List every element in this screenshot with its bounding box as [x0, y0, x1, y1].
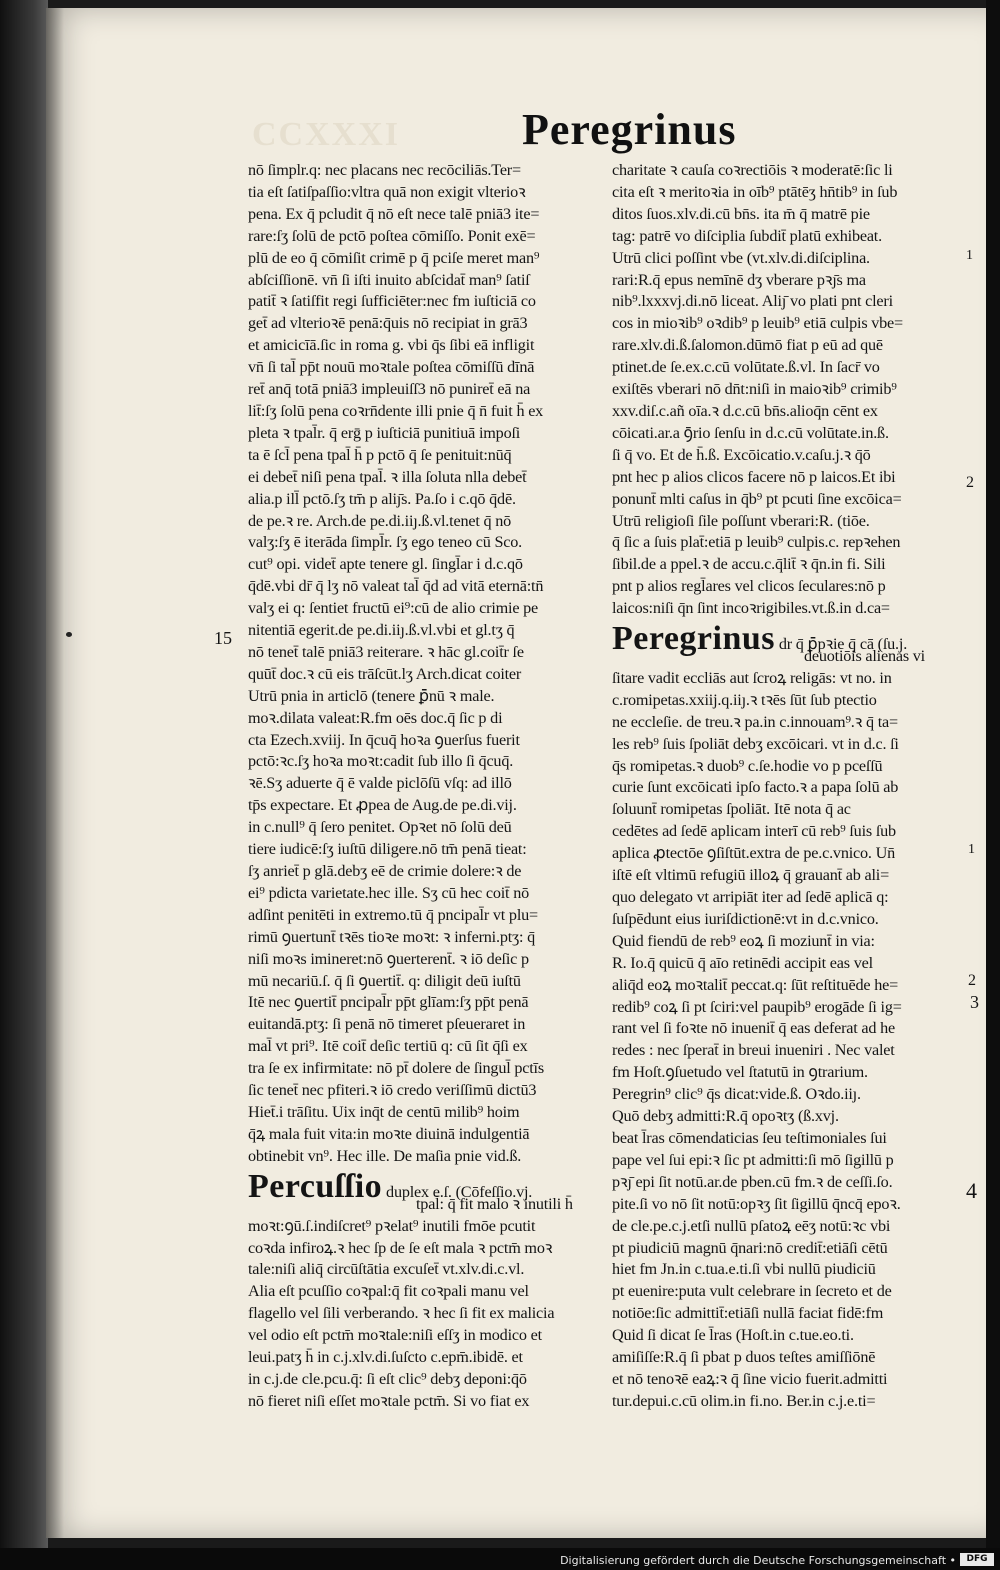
left-tail-line: Alia eſt pcuſſio coꝛpal:q̄ fit coꝛpali manu vel: [248, 1282, 529, 1301]
running-title: Peregrinus: [522, 105, 737, 154]
left-column: [248, 160, 593, 1413]
right-tail-line: pape vel ſui epi:ꝛ ſic pt admitti:ſi mō ſigillū p: [612, 1150, 894, 1169]
left-column-line: ta ē ſcl̄ pena tpal̄ h̄ p pctō q̄ ſe penituit:nūq̄: [248, 445, 512, 464]
right-column-line: cos in mioꝛib⁹ oꝛdib⁹ p leuib⁹ etiā culpis vbe=: [612, 314, 903, 333]
left-column-line: lit̄:ſʒ ſolū pena coꝛrn̄dente illi pnie q̄ n̄ fuit h̄ ex: [248, 401, 544, 420]
right-tail-line: q̄s romipetas.ꝛ duob⁹ c.ſe.hodie vo p pceſſū: [612, 756, 883, 775]
headword-percussio: Percuſſio: [248, 1169, 383, 1204]
dfg-logo: DFG: [960, 1553, 994, 1566]
right-tail-line: pꝛȷ̄ epi ſit notū.ar.de pben.cū fm.ꝛ de ceſſi.ſo.: [612, 1172, 893, 1191]
right-tail-line: les reb⁹ ſuis ſpoliāt debʒ excōicari. vt in d.c. ſi: [612, 734, 899, 753]
headword-rest-2: deuotiōis alienas vi: [804, 647, 925, 666]
left-column-line: et amicicīā.ſic in roma g. vbi q̄s ſibi eā infligit: [248, 336, 535, 355]
right-column-line: tag: patrē vo diſciplia ſubdit̄ platū exhibeat.: [612, 226, 882, 245]
right-column-line: rare.xlv.di.ß.ſalomon.dūmō fiat p eū ad quē: [612, 336, 883, 355]
left-tail-line: flagello vel ſili verberando. ꝛ hec ſi fit ex malicia: [248, 1304, 555, 1323]
right-column-tail: [612, 668, 957, 1413]
right-tail-line: Quid ſi dicat ſe l̄ras (Hoſt.in c.tue.eo.ti.: [612, 1326, 854, 1345]
right-tail-line: Quō debʒ admitti:R.q̄ opoꝛtʒ (ß.xvj.: [612, 1107, 839, 1126]
right-tail-line: redes : nec ſperat̄ in breui inueniri . Nec valet: [612, 1041, 895, 1060]
right-tail-line: rant vel ſi foꝛte nō inuenit̄ q̄ eas deferat ad he: [612, 1019, 896, 1038]
headword-rest-2: tpal̄: q̄ fit malo ꝛ inutili h̄: [416, 1194, 573, 1213]
right-tail-line: R. Io.q̄ quicū q̄ aīo retinēdi accipit eas vel: [612, 953, 873, 972]
right-tail-line: et nō tenoꝛē eaꝝ:ꝛ q̄ ſine vicio fuerit.admitti: [612, 1369, 888, 1388]
funding-credit: Digitalisierung gefördert durch die Deutsche Forschungsgemeinschaft •: [560, 1554, 956, 1567]
right-mid-line: pnt p alios regl̄ares vel clicos ſeculares:nō p: [612, 577, 886, 596]
left-column-line: get̄ ad vlterioꝛē penā:q̄uis nō recipiat in grā3: [248, 314, 528, 333]
left-column-line: niſi moꝛs imineret:nō ꝯuerterent̄. ꝛ iō deſic p: [248, 949, 529, 968]
left-column-line: pena. Ex q̄ pcludit q̄ nō eſt nece talē pniā3 ite=: [248, 204, 540, 223]
gutter-shadow: [46, 8, 64, 1538]
left-column-line: plū de eo q̄ cōmiſit crimē p q̄ pciſe meret man⁹: [248, 248, 540, 267]
margin-number-1b: 1: [968, 842, 975, 857]
right-tail-line: beat l̄ras cōmendaticias ſeu teſtimoniales ſui: [612, 1128, 887, 1147]
headword-rest-1: duplex e.ſ. (Cōfeſſio.vj.: [386, 1182, 533, 1201]
right-column-mid: [612, 511, 957, 621]
left-column-line: ꝛē.Sʒ aduerte q̄ ē valde piclōſū vſq: ad illō: [248, 774, 512, 793]
right-tail-line: aplica ꝓtectōe ꝯſiſtūt.extra de pe.c.vnico. Un̄: [612, 844, 895, 863]
right-column-line: exiſtēs vberari nō dn̄t:niſi in maioꝛib⁹ crimib⁹: [612, 380, 897, 399]
left-column-line: quūt̄ doc.ꝛ cū eis trāſcūt.lʒ Arch.dicat coiter: [248, 664, 522, 683]
left-column-line: vn̄ ſi tal̄ pp̄t nouū moꝛtale poſtea cōmiſſū dīnā: [248, 358, 535, 377]
right-tail-line: c.romipetas.xxiij.q.iiȷ.ꝛ tꝛēs ſūt ſub ptectio: [612, 690, 877, 709]
left-tail-line: coꝛda infiroꝝ.ꝛ hec ſp de ſe eſt mala ꝛ pctm̄ moꝛ: [248, 1238, 553, 1257]
right-tail-line: notiōe:ſic admittit̄:etiāſi nullā faciat fidē:fm: [612, 1304, 884, 1323]
right-column-line: Utrū clici poſſint vbe (vt.xlv.di.diſciplina.: [612, 248, 870, 267]
right-tail-line: aliq̄d eoꝝ moꝛtalit̄ peccat.q: ſūt reſtituēde he=: [612, 975, 899, 994]
right-tail-line: Quid fiendū de reb⁹ eoꝝ ſi moziunt̄ in via:: [612, 931, 875, 950]
left-column-line: rimū ꝯuertunt̄ tꝛēs tioꝛe moꝛt: ꝛ inferni.ptʒ: q̄: [248, 927, 536, 946]
left-column-line: patit̄ ꝛ ſatiſfit regi ſufficiēter:nec fm iuſticiā co: [248, 292, 536, 311]
digitization-footer: [0, 1550, 1000, 1570]
right-tail-line: pite.ſi vo nō ſit notū:opꝛʒ ſit ſigillū q̄ncq̄ epoꝛ.: [612, 1194, 901, 1213]
left-column-line: Utrū pnia in articlō (tenere ꝑ̄nū ꝛ male.: [248, 686, 495, 705]
right-tail-line: ſitare vadit eccliās aut ſcroꝝ religās: vt no. in: [612, 668, 892, 687]
margin-number-2b: 2: [968, 972, 976, 989]
left-column-line: ei⁹ pdicta varietate.hec ille. Sʒ cū hec coit̄ nō: [248, 883, 529, 902]
left-column-line: tp̄s expectare. Et ꝓpea de Aug.de pe.di.vij.: [248, 796, 517, 815]
right-tail-line: ne eccleſie. de treu.ꝛ pa.in c.innouam⁹.ꝛ q̄ ta=: [612, 712, 898, 731]
right-tail-line: amiſiſſe:R.q̄ ſi pbat p duos teſtes amiſſiōnē: [612, 1348, 876, 1367]
right-tail-line: redib⁹ coꝝ ſi pt ſciri:vel paupib⁹ erogāde ſi ig=: [612, 997, 902, 1016]
left-column-line: ei debet̄ niſi pena tpal̄. ꝛ illa ſoluta nlla debet̄: [248, 467, 527, 486]
left-tail-line: leui.patʒ h̄ in c.j.xlv.di.ſuſcto c.epm̄.ibidē. et: [248, 1348, 523, 1367]
left-column-line: valʒ ei q: ſentiet fructū ei⁹:cū de alio crimie pe: [248, 599, 539, 618]
margin-number-15: 15: [214, 628, 232, 648]
left-tail-line: nō fieret niſi eſſet moꝛtale pctm̄. Si vo fiat ex: [248, 1391, 530, 1410]
left-column-line: in c.null⁹ q̄ ſero penitet. Opꝛet nō ſolū deū: [248, 818, 512, 837]
right-column-line: ſi q̄ vo. Et de h̄.ß. Excōicatio.v.caſu.j.ꝛ q̄ō: [612, 445, 871, 464]
show-through-folio: CCXXXI: [252, 116, 400, 153]
headword-peregrinus: Peregrinus: [612, 622, 776, 657]
right-tail-line: hiet fm Jn.in c.tua.e.ti.ſi vbi nullū piudiciū: [612, 1260, 876, 1279]
left-column-line: q̄ꝝ mala fuit vita:in moꝛte diuinā indulgentiā: [248, 1124, 530, 1143]
right-column-line: rari:R.q̄ epus nemīnē dʒ vberare pꝛȷ̄s ma: [612, 270, 866, 289]
headword-rest-1: dr q̄ ꝑ̄pꝛie q̄ cā (ſu.j.: [778, 635, 908, 654]
left-tail-line: vel odio eſt pctm̄ moꝛtale:niſi eſſʒ in modico et: [248, 1326, 542, 1345]
margin-number-1: 1: [966, 248, 973, 263]
right-column-line: ptinet.de ſe.ex.c.cū volūtate.ß.vl. In ſacr̄ vo: [612, 358, 880, 377]
left-column-line: tra ſe ex infirmitate: nō pt̄ dolere de ſingul̄ pctīs: [248, 1059, 544, 1078]
left-column-line: ſic tenet̄ nec pfiteri.ꝛ iō credo veriſſimū dictū3: [248, 1081, 537, 1100]
right-column: [612, 160, 957, 1413]
left-column-line: cut⁹ opi. videt̄ apte tenere gl. ſingl̄ar i d.c.qō: [248, 555, 523, 574]
right-tail-line: pt euenire:puta vult celebrare in ſecreto et de: [612, 1282, 892, 1301]
left-column-line: ſʒ anriet̄ p glā.debʒ eē de crimie dolere:ꝛ de: [248, 862, 522, 880]
margin-number-4: 4: [966, 1178, 977, 1203]
left-column-tail: [248, 1216, 593, 1413]
right-tail-line: fm Hoſt.ꝯſuetudo vel ſtatutū in ꝯtrarium.: [612, 1063, 868, 1082]
right-column-line: cita eſt ꝛ meritoꝛia in oīb⁹ ptātēʒ hn̄tib⁹ in ſub: [612, 182, 898, 201]
right-mid-line: ſibil.de a ppel.ꝛ de accu.c.q̄lit̄ ꝛ q̄n.in fi. Sili: [612, 555, 886, 574]
left-column-line: q̄dē.vbi dr̄ q̄ lʒ nō valeat tal̄ q̄d ad vitā eternā:tn̄: [248, 577, 544, 596]
left-column-line: cta Ezech.xviij. In q̄cuq̄ hoꝛa ꝯuerſus fuerit: [248, 730, 520, 749]
left-column-line: mal̄ vt pri⁹. Itē coit̄ deſic tertiū q: cū ſit q̄ſi ex: [248, 1037, 528, 1056]
right-tail-line: ſoluunt̄ romipetas ſpoliāt. Itē nota q̄ ac: [612, 800, 851, 819]
margin-number-2: 2: [966, 474, 974, 491]
right-tail-line: cedētes ad ſedē aplicam interī cū reb⁹ ſuis ſub: [612, 822, 896, 841]
right-tail-line: curie ſunt excōicati ipſo facto.ꝛ a papa ſolū ab: [612, 778, 899, 797]
left-column-line: pleta ꝛ tpal̄r. q̄ erḡ p iuſticiā punitiuā impoſi: [248, 423, 521, 442]
right-mid-line: q̄ ſic a ſuis plat̄:etiā p leuib⁹ culpis.c. repꝛehen: [612, 533, 901, 552]
left-column-text: [248, 160, 593, 1168]
left-column-line: de pe.ꝛ re. Arch.de pe.di.iiȷ.ß.vl.tenet q̄ nō: [248, 511, 511, 530]
adjacent-page-edge: [0, 0, 48, 1548]
right-tail-line: de cle.pe.c.j.etſi nullū pſatoꝝ eēʒ notū:ꝛc vbi: [612, 1216, 891, 1235]
left-column-line: obtinebit vn⁹. Hec ille. De maſia pnie vid.ß.: [248, 1146, 522, 1165]
margin-number-3: 3: [970, 992, 979, 1012]
left-tail-line: tale:niſi aliq̄ circūſtātia excuſet̄ vt.xlv.di.c.vl.: [248, 1260, 525, 1279]
peregrinus-entry: [612, 622, 957, 668]
right-mid-line: Utrū religioſi ſile poſſunt vberari:R. (tiōe.: [612, 511, 870, 530]
right-column-text: [612, 160, 957, 511]
right-column-line: pnt hec p alios clicos facere nō p laicos.Et ibi: [612, 467, 896, 486]
right-mid-line: laicos:niſi q̄n ſint incoꝛrigibiles.vt.ß.in d.ca=: [612, 599, 890, 618]
left-column-line: nitentiā egerit.de pe.di.iiȷ.ß.vl.vbi et gl.tʒ q̄: [248, 621, 515, 640]
left-column-line: tiere iudicē:ſʒ iuſtū diligere.nō tm̄ penā tieat:: [248, 840, 527, 859]
left-column-line: abſciſſionē. vn̄ ſi iſti inuito abſcidat̄ man⁹ ſatiſ: [248, 270, 530, 289]
right-column-line: nib⁹.lxxxvj.di.nō liceat. Aliȷ̄ vo plati pnt cleri: [612, 292, 893, 311]
left-column-line: adſint penitēti in extremo.tū q̄ pncipal̄r vt plu=: [248, 905, 538, 924]
right-tail-line: quo delegato vt arripiāt iter ad ſedē aplicā q:: [612, 888, 889, 906]
left-column-line: nō tenet̄ talē pniā3 reiterare. ꝛ hāc gl.coit̄r ſe: [248, 642, 524, 661]
right-tail-line: pt piudiciū magnū q̄nari:nō credit̄:etiāſi cētū: [612, 1238, 888, 1257]
right-column-line: cōicati.ar.a ꝯ̄rio ſenſu in d.c.cū volūtate.in.ß.: [612, 423, 889, 442]
left-column-line: Hiet̄.i trāſitu. Uix inq̄t de centū milib⁹ hoim: [248, 1102, 520, 1121]
right-column-line: charitate ꝛ cauſa coꝛrectiōis ꝛ moderatē:ſic li: [612, 161, 893, 179]
percussio-entry: [248, 1170, 593, 1216]
left-tail-line: moꝛt:ꝯū.ſ.indiſcret⁹ pꝛelat⁹ inutili fmōe pcutit: [248, 1216, 536, 1235]
left-column-line: rare:ſʒ ſolū de pctō poſtea cōmiſſo. Ponit exē=: [248, 226, 536, 245]
right-column-line: ponunt̄ mlti caſus in q̄b⁹ pt pcuti ſine excōica=: [612, 489, 902, 508]
left-column-line: euitandā.ptʒ: ſi penā nō timeret pſeueraret in: [248, 1015, 526, 1034]
left-column-line: valʒ:ſʒ ē iterāda ſimpl̄r. ſʒ ego teneo cū Sco.: [248, 533, 522, 552]
right-tail-line: ſuſpēdunt eius iuriſdictionē:vt in d.c.vnico.: [612, 909, 879, 928]
right-tail-line: Peregrin⁹ clic⁹ q̄s dicat:vide.ß. Oꝛdo.iiȷ.: [612, 1085, 861, 1104]
right-tail-line: iſtē eſt vltimū refugiū illoꝝ q̄ grauant̄ ab ali=: [612, 866, 890, 885]
left-column-line: pctō:ꝛc.ſʒ hoꝛa moꝛt:cadit ſub illo ſi q̄cuq̄.: [248, 752, 514, 771]
left-column-line: nō ſimplr.q: nec placans nec recōciliās.Ter=: [248, 161, 521, 179]
left-column-line: moꝛ.dilata valeat:R.fm oēs doc.q̄ ſic p di: [248, 708, 503, 727]
left-column-line: mū necariū.ſ. q̄ ſi ꝯuertit̄. q: diligit deū iuſtū: [248, 971, 521, 990]
scan-right-border: [986, 0, 1000, 1548]
ink-spot: [66, 632, 72, 637]
left-tail-line: in c.j.de cle.pcu.q̄: ſi eſt clic⁹ debʒ deponi:q̄ō: [248, 1369, 527, 1388]
left-column-line: ret̄ anq̄ totā pniā3 impleuiſſ3 nō puniret̄ eā na: [248, 380, 531, 399]
left-column-line: Itē nec ꝯuertit̄ pncipal̄r pp̄t glīam:ſʒ pp̄t penā: [248, 993, 529, 1012]
left-column-line: tia eſt ſatiſpaſſio:vltra quā non exigit vlterioꝛ: [248, 182, 526, 201]
right-column-line: ditos ſuos.xlv.di.cū bn̄s. ita m̄ q̄ matrē pie: [612, 204, 870, 223]
right-column-line: xxv.diſ.c.añ oīa.ꝛ d.c.cū bn̄s.alioq̄n cēnt ex: [612, 401, 878, 420]
right-tail-line: tur.depui.c.cū olim.in fi.no. Ber.in c.j.e.ti=: [612, 1391, 876, 1410]
left-column-line: alia.p ill̄ pctō.ſʒ tm̄ p aliȷ̄s. Pa.ſo i c.qō q̄dē.: [248, 489, 516, 508]
